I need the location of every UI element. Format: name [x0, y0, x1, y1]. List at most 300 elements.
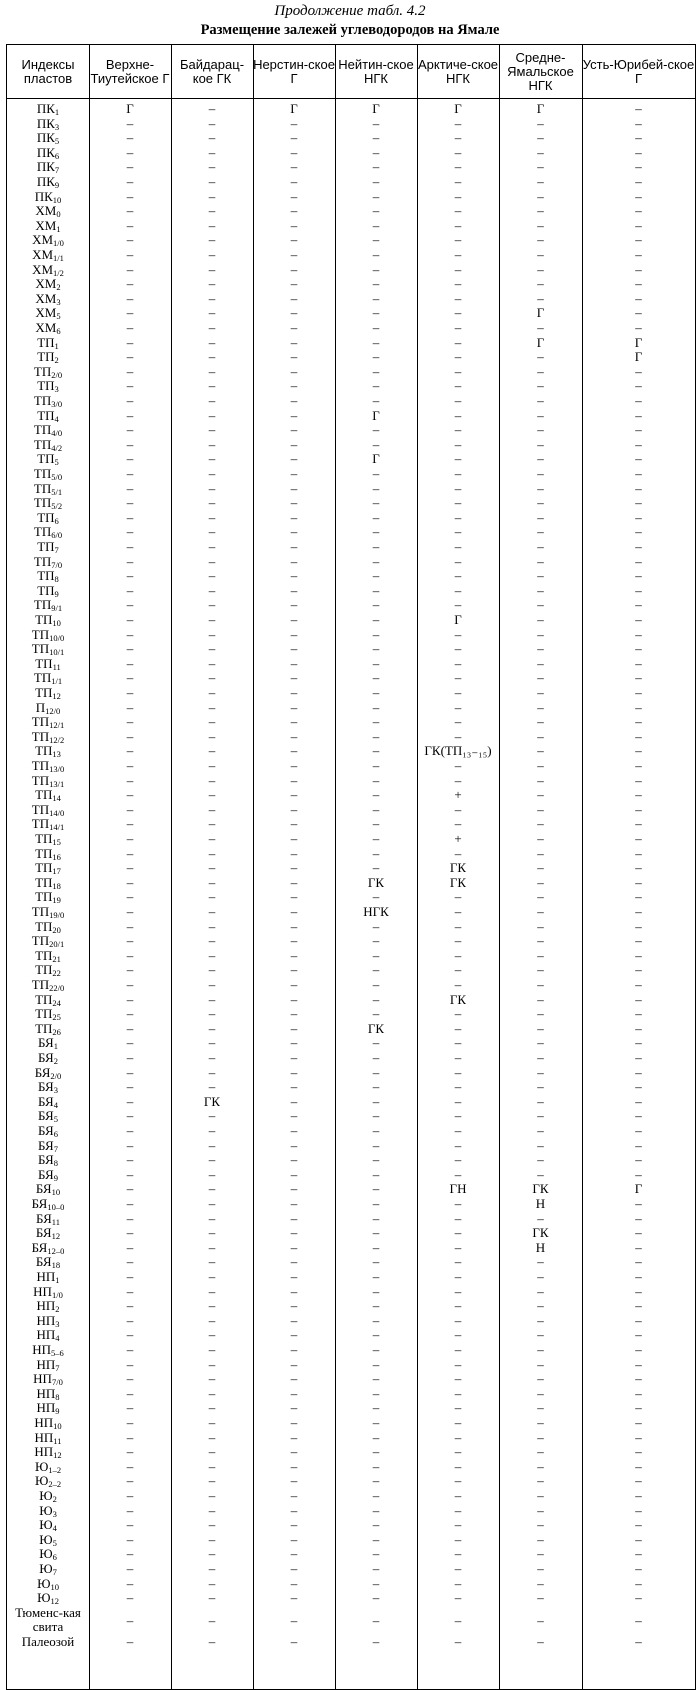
deposit-cell: – — [208, 889, 216, 905]
table-row — [7, 321, 695, 336]
deposit-cell: – — [372, 1342, 380, 1357]
deposit-cell: – — [635, 1137, 642, 1153]
deposit-cell: – — [454, 203, 462, 219]
deposit-cell: – — [126, 1123, 134, 1138]
deposit-cell: – — [290, 1283, 298, 1299]
deposit-cell: – — [372, 597, 380, 613]
deposit-cell: – — [126, 1239, 134, 1255]
layer-index — [7, 1153, 89, 1168]
deposit-cell: – — [537, 1502, 544, 1518]
layer-index-base: БЯ — [31, 1196, 48, 1211]
deposit-cell: – — [208, 393, 216, 408]
deposit-cell: – — [126, 1633, 134, 1649]
layer-index-base: Ю — [37, 1590, 51, 1606]
layer-index — [7, 1401, 89, 1416]
deposit-cell: – — [372, 933, 380, 949]
deposit-cell: – — [372, 232, 380, 248]
deposit-cell: – — [290, 1342, 298, 1357]
deposit-cell: – — [635, 320, 642, 335]
layer-index-subscript: 6 — [54, 515, 59, 526]
layer-index-subscript: 10 — [51, 1187, 61, 1198]
table-row — [7, 1533, 695, 1548]
table-row — [7, 1197, 695, 1212]
deposit-cell: – — [372, 1137, 380, 1153]
deposit-cell: – — [635, 641, 642, 657]
deposit-cell: – — [372, 728, 380, 744]
deposit-cell: – — [537, 203, 544, 219]
layer-index-subscript: 12 — [52, 691, 61, 701]
table-row — [7, 379, 695, 394]
deposit-cell: – — [290, 144, 298, 160]
deposit-cell: – — [208, 1531, 216, 1547]
deposit-cell: – — [537, 714, 544, 730]
deposit-cell: – — [635, 1269, 642, 1284]
layer-index-base: БЯ — [38, 1152, 54, 1168]
deposit-cell: – — [372, 1269, 380, 1284]
layer-index — [7, 1547, 89, 1562]
deposit-cell: – — [635, 933, 642, 949]
layer-index — [7, 759, 89, 774]
deposit-cell: – — [454, 524, 462, 540]
deposit-cell: – — [126, 217, 134, 233]
deposit-cell: – — [372, 1415, 380, 1430]
deposit-cell: – — [635, 758, 642, 773]
layer-index-subscript: 1 — [53, 1041, 58, 1052]
table-row — [7, 1168, 695, 1183]
deposit-cell: – — [126, 276, 134, 292]
deposit-cell: – — [208, 1400, 216, 1416]
layer-index-subscript: 19 — [52, 895, 61, 906]
deposit-cell: – — [126, 1400, 134, 1416]
table-row — [7, 277, 695, 292]
deposit-cell: – — [208, 582, 216, 598]
deposit-cell: – — [635, 1546, 642, 1562]
deposit-cell: – — [372, 553, 380, 569]
deposit-cell: – — [372, 816, 380, 832]
table-row — [7, 204, 695, 219]
deposit-cell: – — [635, 232, 642, 248]
deposit-cell: – — [635, 655, 642, 671]
deposit-cell: – — [372, 1400, 380, 1416]
deposit-cell: – — [537, 553, 544, 569]
deposit-cell: – — [290, 363, 298, 379]
deposit-cell: – — [290, 860, 298, 876]
deposit-cell: – — [372, 188, 380, 204]
layer-index-subscript: 5 — [54, 136, 60, 147]
table-row — [7, 993, 695, 1008]
layer-index — [7, 905, 89, 920]
deposit-cell: – — [290, 290, 298, 306]
deposit-cell: – — [208, 831, 216, 846]
deposit-cell: – — [454, 1196, 462, 1211]
layer-index — [7, 1387, 89, 1402]
deposit-cell: – — [208, 641, 216, 657]
layer-index-base: ХМ — [35, 305, 57, 321]
deposit-cell: – — [635, 393, 642, 408]
deposit-cell: – — [454, 1093, 462, 1109]
deposit-cell: – — [454, 626, 462, 642]
deposit-cell: – — [290, 276, 298, 292]
layer-index-base: Ю — [39, 1502, 53, 1518]
layer-index-subscript: 2 — [54, 355, 59, 366]
layer-index-subscript: 6/0 — [51, 530, 63, 541]
layer-index-base: ТП — [31, 728, 50, 744]
layer-index-base: Ю — [34, 1458, 49, 1474]
deposit-cell: – — [635, 831, 642, 846]
layer-index-subscript: 11 — [53, 1435, 62, 1446]
deposit-cell: – — [126, 320, 134, 335]
deposit-cell: – — [454, 1400, 462, 1416]
deposit-cell: – — [126, 1020, 134, 1036]
deposit-cell: – — [454, 1488, 462, 1503]
deposit-cell: – — [537, 1137, 544, 1153]
deposit-cell: – — [454, 276, 462, 292]
layer-index-base: ТП — [31, 904, 50, 919]
deposit-cell: – — [454, 685, 462, 700]
deposit-cell: Г — [536, 101, 545, 116]
layer-index-subscript: 5/2 — [51, 501, 63, 512]
layer-index-base: ТП — [31, 801, 50, 817]
layer-index — [7, 350, 89, 365]
deposit-cell: – — [208, 1196, 216, 1211]
deposit-cell: Г — [634, 1181, 643, 1197]
deposit-cell: – — [454, 1254, 462, 1270]
deposit-cell: – — [208, 159, 216, 175]
deposit-cell: – — [635, 1400, 642, 1416]
deposit-cell: – — [290, 1152, 298, 1168]
layer-index-subscript: 3 — [56, 296, 61, 307]
deposit-cell: – — [454, 816, 462, 832]
deposit-cell: – — [635, 1020, 642, 1036]
deposit-cell: – — [126, 1561, 134, 1576]
deposit-cell: – — [537, 539, 544, 554]
layer-index-subscript: 11 — [52, 661, 61, 672]
deposit-cell: – — [208, 130, 216, 146]
deposit-cell: – — [126, 1166, 134, 1182]
layer-index — [7, 1036, 89, 1051]
deposit-cell: – — [290, 568, 298, 584]
table-row — [7, 175, 695, 190]
deposit-cell: – — [126, 947, 134, 963]
deposit-cell: – — [208, 480, 216, 496]
deposit-cell: – — [537, 217, 544, 233]
deposit-cell: – — [208, 1166, 216, 1182]
deposit-cell: – — [454, 947, 462, 963]
deposit-cell: – — [208, 947, 216, 963]
deposit-cell: – — [372, 261, 380, 277]
deposit-cell: Н — [535, 1196, 546, 1211]
deposit-cell: – — [208, 1458, 216, 1474]
layer-index-base: ТП — [37, 334, 55, 350]
deposit-cell: – — [290, 714, 298, 730]
table-row — [7, 774, 695, 789]
deposit-cell: – — [537, 422, 544, 438]
deposit-cell: – — [208, 422, 216, 438]
layer-index — [7, 920, 89, 935]
layer-index-subscript: 10 — [52, 618, 61, 628]
deposit-cell: – — [208, 1050, 216, 1065]
deposit-cell: – — [372, 626, 380, 642]
deposit-cell: – — [635, 261, 642, 277]
table-row — [7, 1504, 695, 1519]
table-row — [7, 657, 695, 672]
deposit-cell: – — [126, 1064, 134, 1080]
layer-index-subscript: 2–2 — [48, 1479, 62, 1490]
deposit-cell: – — [635, 1633, 642, 1649]
deposit-cell: – — [537, 947, 544, 963]
layer-index — [7, 1562, 89, 1577]
deposit-cell: – — [290, 933, 298, 949]
deposit-cell: – — [635, 1531, 642, 1547]
layer-index-subscript: 12/2 — [49, 734, 65, 745]
deposit-cell: – — [635, 1502, 642, 1518]
deposit-cell: – — [635, 1152, 642, 1168]
deposit-cell: – — [126, 553, 134, 569]
layer-index — [7, 496, 89, 511]
layer-index-subscript: 7/0 — [51, 559, 63, 570]
deposit-cell: – — [372, 699, 380, 715]
deposit-cell: – — [454, 539, 462, 554]
deposit-cell: – — [290, 1269, 298, 1284]
layer-index-base: ХМ — [35, 276, 57, 292]
layer-index-base: НП — [36, 1400, 56, 1416]
layer-index-base: ТП — [35, 889, 53, 905]
deposit-cell: – — [290, 232, 298, 248]
layer-index — [7, 861, 89, 876]
layer-index-base: ТП — [33, 480, 52, 496]
layer-index — [7, 394, 89, 409]
layer-index-subscript: 2 — [56, 282, 61, 293]
layer-index-base: ТП — [35, 860, 53, 876]
deposit-cell: – — [454, 174, 462, 189]
deposit-cell: – — [635, 480, 642, 496]
layer-index-subscript: 5/1 — [51, 486, 63, 497]
layer-index — [7, 949, 89, 964]
deposit-cell: – — [635, 1575, 642, 1591]
deposit-cell: – — [372, 466, 380, 481]
deposit-cell: – — [454, 232, 462, 248]
deposit-cell: – — [537, 1254, 544, 1270]
deposit-cell: – — [454, 1050, 462, 1065]
deposit-cell: – — [537, 1590, 544, 1606]
deposit-cell: – — [537, 977, 544, 992]
layer-index-base: Палеозой — [21, 1633, 75, 1649]
layer-index-base: Ю — [39, 1561, 53, 1576]
table-row — [7, 847, 695, 862]
deposit-cell: – — [126, 393, 134, 408]
layer-index — [7, 321, 89, 336]
deposit-cell: – — [372, 1385, 380, 1401]
deposit-cell: – — [126, 305, 134, 321]
deposit-cell: – — [454, 290, 462, 306]
deposit-cell: – — [372, 1312, 380, 1328]
layer-index-subscript: 1–2 — [48, 1464, 62, 1475]
layer-index — [7, 569, 89, 584]
deposit-cell: – — [635, 801, 642, 817]
deposit-cell: – — [290, 261, 298, 277]
deposit-cell: – — [454, 1298, 462, 1314]
deposit-cell: – — [372, 1590, 380, 1606]
deposit-cell: – — [454, 933, 462, 949]
deposit-cell: – — [208, 1006, 216, 1022]
deposit-cell: – — [372, 115, 380, 131]
deposit-cell: – — [208, 685, 216, 700]
deposit-cell: – — [635, 1239, 642, 1255]
deposit-cell: – — [635, 1561, 642, 1576]
layer-index-base: НП — [36, 1356, 56, 1372]
deposit-cell: – — [537, 1269, 544, 1284]
deposit-cell: – — [126, 495, 134, 511]
deposit-cell: – — [290, 1254, 298, 1270]
deposit-cell: ГК — [367, 874, 385, 890]
deposit-cell: – — [454, 1473, 462, 1489]
deposit-cell: – — [635, 582, 642, 598]
deposit-cell: – — [537, 363, 544, 379]
deposit-cell: – — [372, 495, 380, 511]
deposit-cell: – — [537, 582, 544, 598]
deposit-cell: – — [126, 1488, 134, 1503]
deposit-cell: – — [372, 1123, 380, 1138]
layer-index-base: Ю — [39, 1546, 53, 1562]
layer-index-subscript: 6 — [54, 150, 60, 161]
deposit-cell: – — [372, 1502, 380, 1518]
deposit-cell: – — [208, 1488, 216, 1503]
table-row — [7, 788, 695, 803]
deposit-cell: – — [537, 174, 544, 189]
deposit-cell: – — [372, 787, 380, 803]
deposit-cell: – — [126, 816, 134, 832]
layer-index-base: ХМ — [32, 247, 54, 262]
deposit-cell: – — [537, 1473, 544, 1489]
layer-index — [7, 219, 89, 234]
deposit-cell: – — [635, 772, 642, 788]
layer-index — [7, 730, 89, 745]
deposit-cell: – — [372, 480, 380, 496]
table-row — [7, 598, 695, 613]
deposit-cell: – — [454, 509, 462, 525]
layer-index-base: БЯ — [38, 1108, 54, 1124]
deposit-cell: – — [126, 539, 134, 554]
deposit-cell: – — [208, 1517, 216, 1533]
deposit-cell: – — [635, 1429, 642, 1445]
layer-index — [7, 467, 89, 482]
deposits-table — [6, 44, 696, 1690]
deposit-cell: – — [290, 670, 298, 686]
deposit-cell: – — [208, 349, 216, 365]
deposit-cell: – — [126, 247, 134, 262]
deposit-cell: – — [290, 685, 298, 700]
table-row — [7, 949, 695, 964]
deposit-cell: – — [635, 1166, 642, 1182]
deposit-cell: – — [537, 758, 544, 773]
deposit-cell: – — [537, 1283, 544, 1299]
deposit-cell: – — [454, 655, 462, 671]
layer-index-subscript: 4/2 — [51, 442, 63, 453]
deposit-cell: – — [454, 1342, 462, 1357]
table-row — [7, 671, 695, 686]
deposit-cell: – — [208, 509, 216, 525]
deposit-cell: – — [454, 714, 462, 730]
layer-index-base: ТП — [35, 743, 53, 759]
deposit-cell: – — [372, 670, 380, 686]
deposit-cell: – — [126, 1342, 134, 1357]
layer-index-base: ТП — [37, 349, 55, 365]
table-row — [7, 759, 695, 774]
deposit-cell: – — [372, 320, 380, 335]
layer-index — [7, 1328, 89, 1343]
deposit-cell: – — [208, 1327, 216, 1343]
deposit-cell: – — [290, 1093, 298, 1109]
deposit-cell: – — [290, 1050, 298, 1065]
layer-index-base: НП — [33, 1371, 52, 1387]
layer-index-subscript: 20 — [52, 924, 61, 935]
deposit-cell: ГК — [203, 1093, 221, 1109]
layer-index-base: БЯ — [38, 1035, 54, 1051]
deposit-cell: – — [454, 1385, 462, 1401]
deposit-cell: – — [290, 1429, 298, 1445]
deposit-cell: – — [537, 261, 544, 277]
deposit-cell: – — [126, 962, 134, 978]
table-row — [7, 1226, 695, 1241]
deposit-cell: – — [372, 714, 380, 730]
layer-index-base: ТП — [35, 1020, 53, 1036]
layer-index-base: ТП — [33, 524, 52, 540]
deposit-cell: – — [635, 1371, 642, 1387]
deposit-cell: – — [537, 889, 544, 905]
deposit-cell: Г — [126, 101, 134, 116]
deposit-cell: – — [537, 1429, 544, 1445]
deposit-cell: – — [635, 947, 642, 963]
layer-index — [7, 817, 89, 832]
deposit-cell: – — [537, 1356, 544, 1372]
deposit-cell: Г — [372, 101, 380, 116]
deposit-cell: – — [635, 188, 642, 204]
deposit-cell: – — [372, 641, 380, 657]
deposit-cell: – — [208, 772, 216, 788]
deposit-cell: – — [290, 1020, 298, 1036]
deposit-cell: – — [635, 568, 642, 584]
deposit-cell: – — [537, 276, 544, 292]
layer-index-subscript: 15 — [52, 837, 61, 847]
layer-index-subscript: 2 — [55, 1304, 60, 1315]
layer-index-subscript: 18 — [51, 1260, 61, 1271]
layer-index — [7, 511, 89, 526]
deposit-cell: – — [635, 977, 642, 992]
deposit-cell: – — [126, 290, 134, 306]
table-row — [7, 1431, 695, 1446]
layer-index — [7, 1504, 89, 1519]
deposit-cell: – — [208, 115, 216, 131]
deposit-cell: – — [290, 1473, 298, 1489]
deposit-cell: – — [372, 1371, 380, 1387]
deposit-cell: – — [126, 860, 134, 876]
layer-index-base: ТП — [35, 962, 53, 978]
deposit-cell: – — [454, 904, 462, 919]
deposit-cell: – — [635, 524, 642, 540]
deposit-cell: – — [290, 305, 298, 321]
layer-index — [7, 248, 89, 263]
layer-index — [7, 628, 89, 643]
layer-index-subscript: 25 — [52, 1012, 61, 1023]
deposit-cell: – — [454, 918, 462, 934]
table-row — [7, 613, 695, 628]
deposit-cell: – — [537, 1079, 544, 1095]
deposit-cell: – — [635, 115, 642, 131]
deposit-cell: – — [537, 1612, 544, 1628]
layer-index — [7, 774, 89, 789]
deposit-cell: – — [290, 1035, 298, 1051]
deposit-cell: – — [635, 290, 642, 306]
